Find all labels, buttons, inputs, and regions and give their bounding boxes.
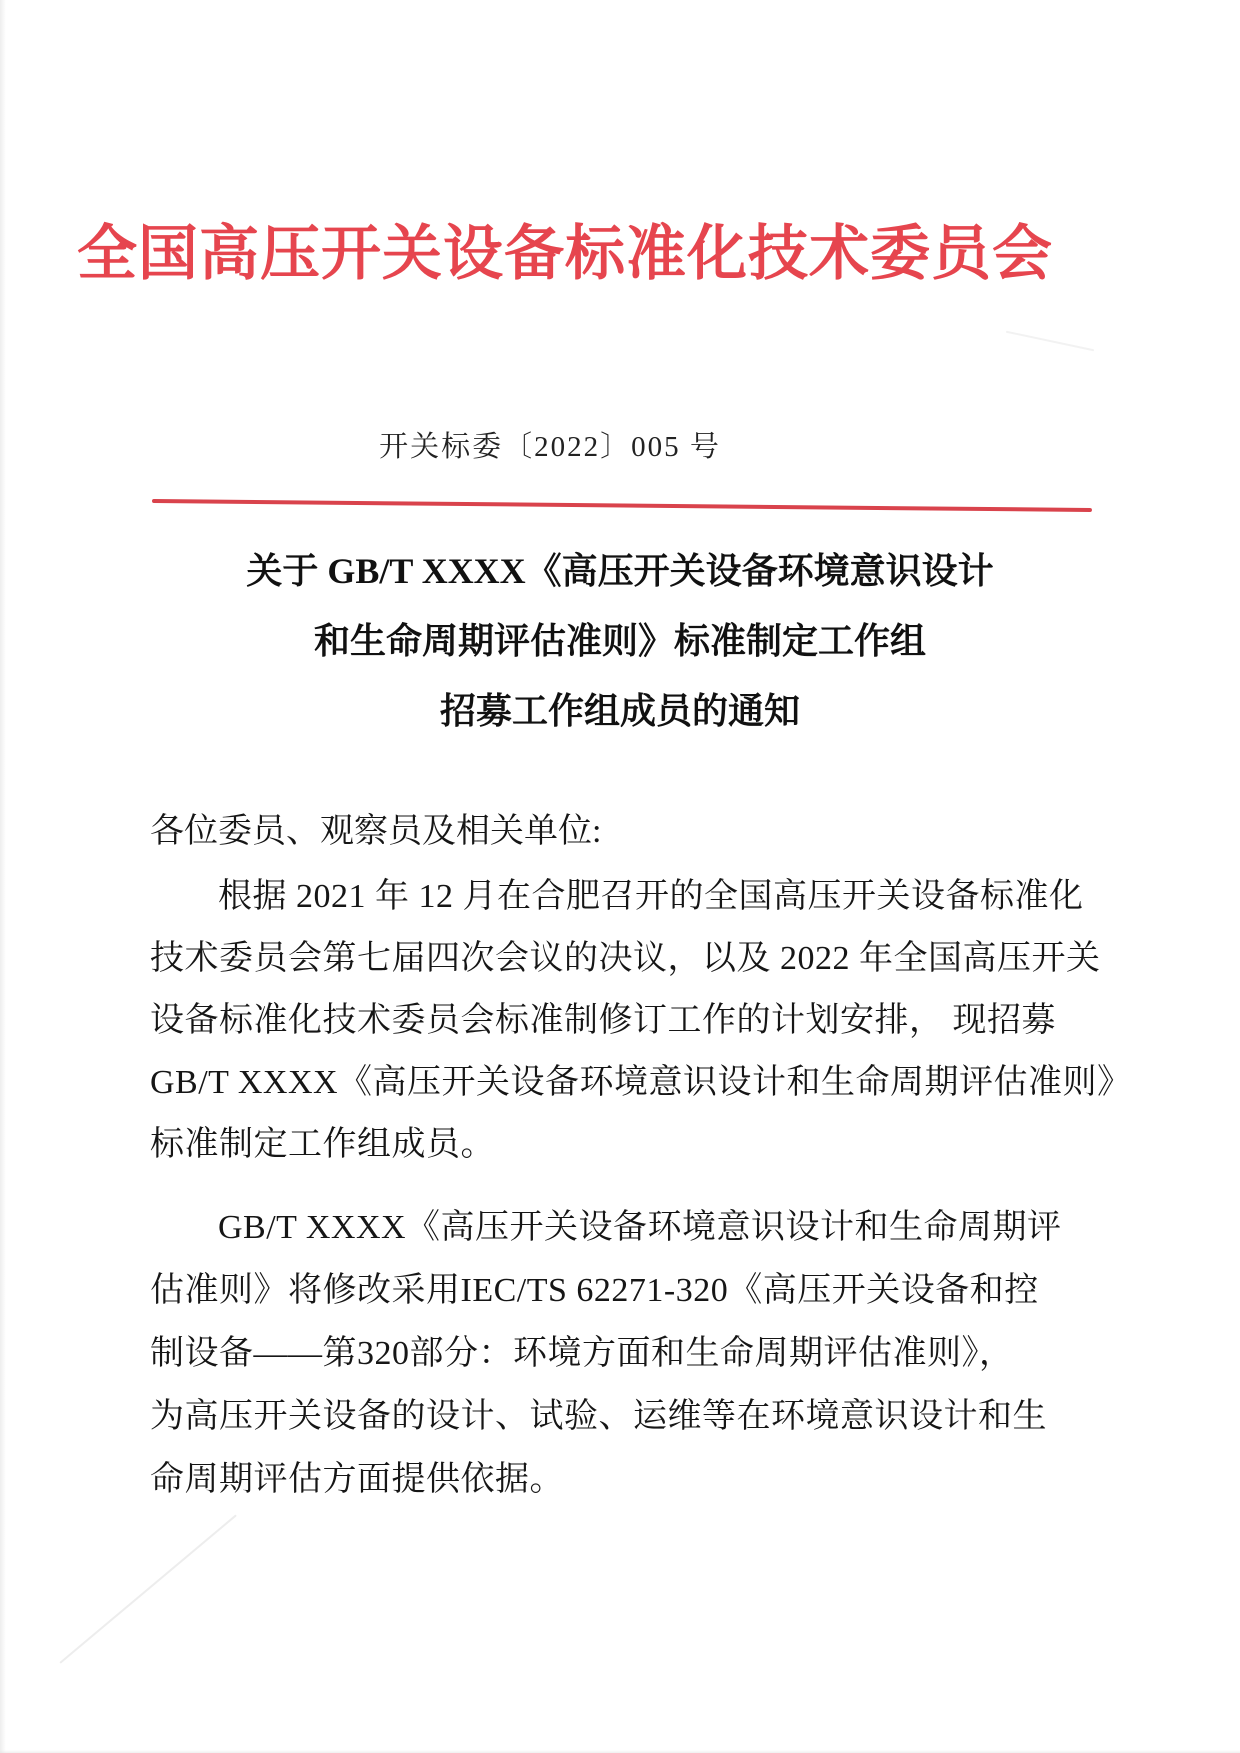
- paragraph-2: [150, 1196, 1110, 1511]
- body-line: 标准制定工作组成员。: [150, 1126, 495, 1163]
- body-line: 根据 2021 年 12 月在合肥召开的全国高压开关设备标准化: [218, 878, 1084, 915]
- body-line: 为高压开关设备的设计、试验、运维等在环境意识设计和生: [150, 1398, 1047, 1435]
- org-title: 全国高压开关设备标准化技术委员会: [77, 221, 1053, 287]
- doc-number: 开关标委〔2022〕005 号: [379, 431, 721, 463]
- body-line: 制设备——第320部分：环境方面和生命周期评估准则》，: [150, 1335, 1014, 1372]
- body-line: 技术委员会第七届四次会议的决议，以及 2022 年全国高压开关: [150, 940, 1101, 977]
- notice-title-line-3: 招募工作组成员的通知: [439, 691, 800, 731]
- notice-title: [30, 536, 1210, 746]
- paragraph-1: [150, 866, 1132, 1176]
- scan-artifact: [1006, 331, 1094, 352]
- body-line: 估准则》将修改采用IEC/TS 62271-320《高压开关设备和控: [150, 1272, 1039, 1309]
- notice-title-line-2: 和生命周期评估准则》标准制定工作组: [313, 621, 926, 661]
- body-line: 设备标准化技术委员会标准制修订工作的计划安排， 现招募: [150, 1002, 1056, 1039]
- scan-artifact: [59, 1514, 236, 1663]
- salutation: 各位委员、观察员及相关单位:: [150, 813, 602, 850]
- body-line: GB/T XXXX《高压开关设备环境意识设计和生命周期评估准则》: [150, 1064, 1132, 1101]
- notice-title-line-1: 关于 GB/T XXXX《高压开关设备环境意识设计: [246, 551, 994, 591]
- body-line: GB/T XXXX《高压开关设备环境意识设计和生命周期评: [218, 1209, 1062, 1246]
- body-line: 命周期评估方面提供依据。: [150, 1461, 564, 1498]
- red-divider-rule: [152, 499, 1092, 512]
